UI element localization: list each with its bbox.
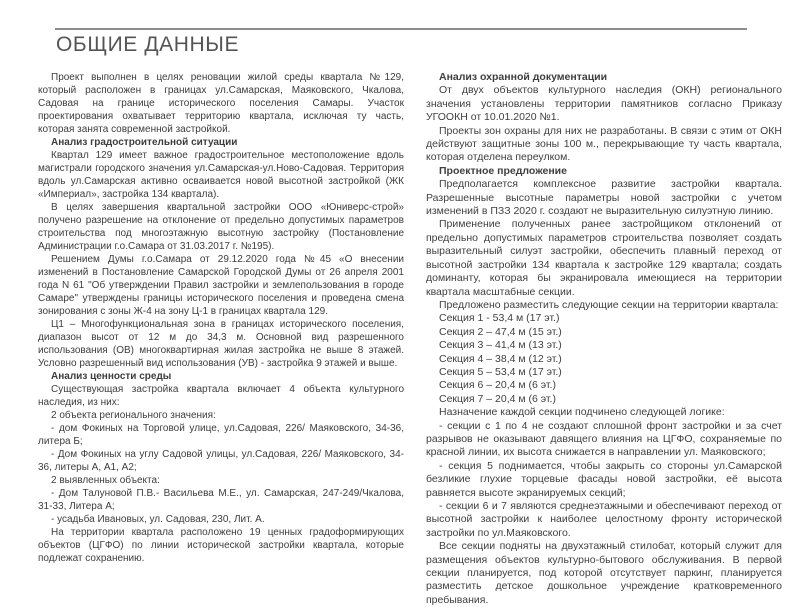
paragraph: Существующая застройка квартала включает 4 объекта культурного наследия, из них: xyxy=(38,384,404,408)
text-columns xyxy=(38,71,782,607)
section-line: Секция 7 – 20,4 м (6 эт.) xyxy=(439,392,556,405)
paragraph: 2 объекта регионального значения: xyxy=(51,410,216,421)
section-line: Секция 6 – 20,4 м (6 эт.) xyxy=(439,379,556,392)
paragraph: - Дом Талуновой П.В.- Васильева М.Е., ул. Самарская, 247-249/Чкалова, 31-33, Литера А; xyxy=(38,488,404,512)
paragraph: Ц1 – Многофункциональная зона в границах исторического поселения, диапазон высот от 12 м до 34,3 м. Основной вид разрешенного использования (ОВ) многоквартирная жилая застройка не выше 8 этажей. Условно разрешенный вид использования (УВ) - застройка 9 этажей и выше. xyxy=(38,319,404,369)
paragraph: Применение полученных ранее застройщиком отклонений от предельно допустимых параметров строительства позволяет создать выразительный силуэт застройки, обеспечить плавный переход от высотной застройки 134 квартала к застройке 129 квартала; создать доминанту, которая бы экранировала имеющиеся на территории квартала масштабные секции. xyxy=(426,218,782,298)
paragraph: - секции 6 и 7 являются среднеэтажными и обеспечивают переход от высотной застройки к наиболее целостному фронту исторической застройки по ул.Маяковского. xyxy=(426,500,782,539)
section-heading: Проектное предложение xyxy=(439,164,567,177)
page-title: ОБЩИЕ ДАННЫЕ xyxy=(56,33,240,56)
paragraph: - секция 5 поднимается, чтобы закрыть со стороны ул.Самарской безликие глухие торцевые фасады новой застройки, её высота равняется высоте экранируемых секций; xyxy=(426,459,782,499)
paragraph: - секции с 1 по 4 не создают сплошной фронт застройки и за счет разрывов не оказывают давящего влияния на ЦГФО, сохраняемые по красной линии, их высота снижается в направлении ул. Маяковского; xyxy=(426,419,782,459)
left-column xyxy=(38,71,404,607)
paragraph: - усадьба Ивановых, ул. Садовая, 230, Лит. А. xyxy=(51,514,265,525)
section-line: Секция 5 – 53,4 м (17 эт.) xyxy=(439,365,562,378)
paragraph: Назначение каждой секции подчинено следующей логике: xyxy=(439,406,725,419)
paragraph: 2 выявленных объекта: xyxy=(51,475,160,486)
paragraph: Предложено разместить следующие секции на территории квартала: xyxy=(439,298,779,311)
paragraph: Решением Думы г.о.Самара от 29.12.2020 года №45 «О внесении изменений в Постановление Самарской Городской Думы от 26 апреля 2001 года N 61 "Об утверждении Правил застройки и землепользования в городе Самаре" утверждены границы исторического поселения и проведена смена зонирования с зоны Ж-4 на зону Ц-1 в границах квартала 129. xyxy=(38,254,404,317)
section-line: Секция 3 – 41,4 м (13 эт.) xyxy=(439,339,562,352)
section-line: Секция 1 - 53,4 м (17 эт.) xyxy=(439,312,560,325)
paragraph: Все секции подняты на двухэтажный стилобат, который служит для размещения объектов культурно-бытового обслуживания. В первой секции планируется, под которой отсутствует паркинг, планируется разместить детское дошкольное учреждение кратковременного пребывания. xyxy=(426,540,782,606)
paragraph: Проекты зон охраны для них не разработаны. В связи с этим от ОКН действуют защитные зоны 100 м., перекрывающие ту часть квартала, которая отделена переулком. xyxy=(426,124,782,164)
paragraph: На территории квартала расположено 19 ценных градоформирующих объектов (ЦГФО) по линии исторической застройки квартала, которые подлежат сохранению. xyxy=(38,527,404,564)
paragraph: - дом Фокиных на Торговой улице, ул.Садовая, 226/ Маяковского, 34-36, литера Б; xyxy=(38,423,404,447)
paragraph: В целях завершения квартальной застройки ООО «Юниверс-строй» получено разрешение на отклонение от предельно допустимых параметров строительства под многоэтажную высотную застройку (Постановление Администрации г.о.Самара от 31.03.2017 г. №195). xyxy=(38,202,404,252)
paragraph: Проект выполнен в целях реновации жилой среды квартала №129, который расположен в границах ул.Самарская, Маяковского, Чкалова, Садовая на границе исторического поселения Самары. Участок проектирования охватывает территорию квартала, исключая ту часть, которая занята современной застройкой. xyxy=(38,72,404,135)
section-line: Секция 4 – 38,4 м (12 эт.) xyxy=(439,352,562,365)
paragraph: От двух объектов культурного наследия (ОКН) регионального значения установлены территории памятников согласно Приказу УГООКН от 10.01.2020 №1. xyxy=(426,84,782,124)
section-heading: Анализ охранной документации xyxy=(439,71,608,83)
section-line: Секция 2 – 47,4 м (15 эт.) xyxy=(439,325,562,338)
section-heading: Анализ градостроительной ситуации xyxy=(51,137,238,148)
paragraph: Квартал 129 имеет важное градостроительное местоположение вдоль магистрали городского значения ул.Самарская-ул.Ново-Садовая. Территория вдоль ул.Самарская активно осваивается новой высотной застройкой (ЖК «Империал», застройка 134 квартала). xyxy=(38,150,404,200)
paragraph: - Дом Фокиных на углу Садовой улицы, ул.Садовая, 226/ Маяковского, 34-36, литеры А, А1, А2; xyxy=(38,449,404,473)
right-column xyxy=(426,71,782,607)
title-rule xyxy=(55,28,747,30)
section-heading: Анализ ценности среды xyxy=(51,371,172,382)
paragraph: Предполагается комплексное развитие застройки квартала. Разрешенные высотные параметры новой застройки с учетом изменений в ПЗЗ 2020 г. создают не выразительную силуэтную линию. xyxy=(426,178,782,218)
